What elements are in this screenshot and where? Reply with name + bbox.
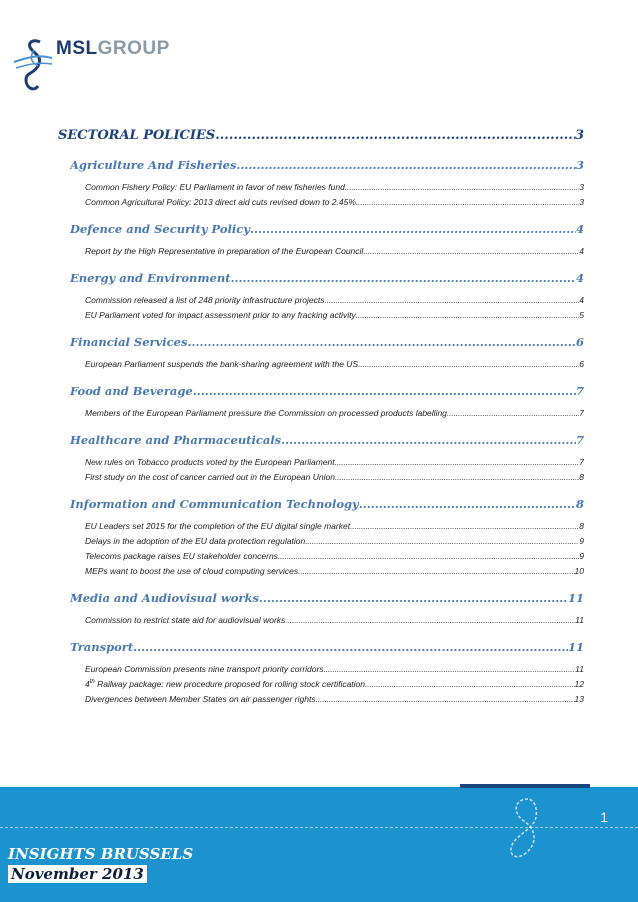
toc-entry-label: Railway package: new procedure proposed for rolling stock certification xyxy=(97,679,366,689)
msl-group-logo xyxy=(12,36,192,96)
toc-section-heading[interactable] xyxy=(70,158,584,176)
toc-entry-page: 9 xyxy=(579,551,584,561)
toc-section-title: Energy and Environment xyxy=(70,271,231,285)
footer-date: November 2013 xyxy=(8,865,147,883)
page-number: 1 xyxy=(600,809,608,825)
toc-section-page: 8 xyxy=(575,497,584,511)
toc-entry-label: EU Parliament voted for impact assessment prior to any fracking activity xyxy=(85,310,356,320)
toc-entry-text xyxy=(85,295,325,305)
toc-leader-dots xyxy=(325,296,580,305)
toc-entry-text xyxy=(85,457,335,467)
toc-entry[interactable] xyxy=(85,679,584,694)
toc-leader-dots xyxy=(447,409,579,418)
toc-section-title: Information and Communication Technology xyxy=(70,497,359,511)
toc-entry-page: 9 xyxy=(579,536,584,546)
toc-entry-page: 6 xyxy=(579,359,584,369)
toc-entry-text xyxy=(85,182,345,192)
toc-section-title: Defence and Security Policy xyxy=(70,222,250,236)
toc-leader-dots xyxy=(335,458,580,467)
toc-entry-text xyxy=(85,472,335,482)
toc-entry[interactable] xyxy=(85,359,584,374)
toc-leader-dots xyxy=(236,158,576,172)
msl-logo-mark-icon xyxy=(12,36,56,98)
toc-section-page: 7 xyxy=(575,384,584,398)
toc-section-heading[interactable] xyxy=(70,271,584,289)
toc-leader-dots xyxy=(356,311,580,320)
toc-entry-text xyxy=(85,694,316,704)
toc-leader-dots xyxy=(350,522,579,531)
toc-section-title: Media and Audiovisual works xyxy=(70,591,259,605)
toc-main-title: SECTORAL POLICIES xyxy=(58,128,216,143)
toc-entry-label: EU Leaders set 2015 for the completion of the EU digital single market xyxy=(85,521,351,531)
toc-section-heading[interactable] xyxy=(70,497,584,515)
toc-leader-dots xyxy=(133,640,568,654)
logo-text-group: GROUP xyxy=(97,38,170,59)
toc-leader-dots xyxy=(187,335,576,349)
toc-entry-label: MEPs want to boost the use of cloud computing services xyxy=(85,566,299,576)
toc-section-page: 4 xyxy=(575,222,584,236)
toc-entry-page: 8 xyxy=(579,472,584,482)
toc-entry-page: 4 xyxy=(579,246,584,256)
toc-entry[interactable] xyxy=(85,197,584,212)
toc-leader-dots xyxy=(335,473,579,482)
toc-entry-sup: th xyxy=(89,679,95,686)
toc-entry[interactable] xyxy=(85,246,584,261)
toc-entry-page: 13 xyxy=(574,694,584,704)
toc-leader-dots xyxy=(193,384,576,398)
toc-section-page: 11 xyxy=(567,591,584,605)
toc-entry-page: 3 xyxy=(579,182,584,192)
toc-entry-label: Commission released a list of 248 priority infrastructure projects xyxy=(85,295,325,305)
toc-entry-label: Divergences between Member States on air passenger rights xyxy=(85,694,316,704)
toc-entry-text xyxy=(85,197,356,207)
toc-section-page: 11 xyxy=(567,640,584,654)
toc-entry-text xyxy=(85,408,447,418)
toc-entry-text xyxy=(85,679,365,689)
toc-entry-page: 8 xyxy=(579,521,584,531)
figure-eight-icon xyxy=(500,795,550,869)
toc-entry-label: Commission to restrict state aid for audiovisual works xyxy=(85,615,286,625)
toc-section-page: 3 xyxy=(575,158,584,172)
toc-entry[interactable] xyxy=(85,566,584,581)
toc-entry[interactable] xyxy=(85,551,584,566)
toc-entry-text xyxy=(85,359,358,369)
toc-section-heading[interactable] xyxy=(70,335,584,353)
toc-main-page: 3 xyxy=(574,128,584,143)
toc-entry[interactable] xyxy=(85,310,584,325)
page-footer xyxy=(0,787,638,902)
toc-entry-page: 4 xyxy=(579,295,584,305)
toc-entry-prefix: 4 xyxy=(85,679,90,689)
toc-entry-text xyxy=(85,536,305,546)
logo-text-msl: MSL xyxy=(56,38,98,59)
toc-entry-page: 11 xyxy=(575,664,584,674)
toc-entry-page: 3 xyxy=(579,197,584,207)
toc-entry[interactable] xyxy=(85,615,584,630)
toc-entry-page: 5 xyxy=(579,310,584,320)
toc-entry-page: 12 xyxy=(574,679,584,689)
toc-main-heading[interactable] xyxy=(58,128,584,148)
toc-section-heading[interactable] xyxy=(70,433,584,451)
toc-leader-dots xyxy=(231,271,576,285)
toc-entry-text xyxy=(85,521,350,531)
toc-section-page: 7 xyxy=(575,433,584,447)
toc-leader-dots xyxy=(345,183,579,192)
logo-wordmark xyxy=(56,38,170,60)
toc-leader-dots xyxy=(363,247,579,256)
toc-entry[interactable] xyxy=(85,182,584,197)
toc-entry-page: 11 xyxy=(575,615,584,625)
toc-entry[interactable] xyxy=(85,521,584,536)
toc-leader-dots xyxy=(305,537,579,546)
toc-leader-dots xyxy=(358,360,579,369)
table-of-contents xyxy=(58,128,584,709)
toc-entry-page: 10 xyxy=(574,566,584,576)
toc-leader-dots xyxy=(356,198,579,207)
toc-section-heading[interactable] xyxy=(70,640,584,658)
toc-entry-label: Telecoms package raises EU stakeholder concerns xyxy=(85,551,278,561)
toc-leader-dots xyxy=(259,591,568,605)
toc-entry[interactable] xyxy=(85,295,584,310)
toc-leader-dots xyxy=(278,552,579,561)
toc-entry-label: European Commission presents nine transport priority corridors xyxy=(85,664,324,674)
toc-entry-label: New rules on Tobacco products voted by the European Parliament xyxy=(85,457,335,467)
toc-entry-label: Common Fishery Policy: EU Parliament in favor of new fisheries fund xyxy=(85,182,345,192)
toc-entry-label: Common Agricultural Policy: 2013 direct aid cuts revised down to 2.45% xyxy=(85,197,356,207)
toc-entry-page: 7 xyxy=(579,408,584,418)
toc-entry[interactable] xyxy=(85,457,584,472)
toc-section-page: 6 xyxy=(575,335,584,349)
toc-entry-text xyxy=(85,310,356,320)
toc-entry-label: Report by the High Representative in preparation of the European Council xyxy=(85,246,364,256)
toc-section-heading[interactable] xyxy=(70,222,584,240)
toc-entry-page: 7 xyxy=(579,457,584,467)
toc-entry-text xyxy=(85,664,324,674)
toc-entry[interactable] xyxy=(85,408,584,423)
toc-entry-label: Delays in the adoption of the EU data protection regulation xyxy=(85,536,306,546)
toc-section-title: Transport xyxy=(70,640,134,654)
toc-leader-dots xyxy=(298,567,574,576)
toc-section-heading[interactable] xyxy=(70,384,584,402)
toc-section-title: Food and Beverage xyxy=(70,384,193,398)
toc-section-heading[interactable] xyxy=(70,591,584,609)
toc-leader-dots xyxy=(359,497,576,511)
toc-section-title: Healthcare and Pharmaceuticals xyxy=(70,433,282,447)
toc-entry-label: First study on the cost of cancer carried out in the European Union xyxy=(85,472,335,482)
toc-leader-dots xyxy=(285,616,575,625)
toc-leader-dots xyxy=(215,128,575,143)
toc-entry-text xyxy=(85,566,298,576)
toc-entry-text xyxy=(85,246,363,256)
toc-entry[interactable] xyxy=(85,694,584,709)
toc-leader-dots xyxy=(281,433,576,447)
toc-leader-dots xyxy=(316,695,575,704)
toc-leader-dots xyxy=(365,680,575,689)
toc-entry[interactable] xyxy=(85,472,584,487)
toc-section-title: Agriculture And Fisheries xyxy=(70,158,237,172)
footer-accent-bar xyxy=(460,784,590,788)
toc-entry-text xyxy=(85,615,285,625)
toc-leader-dots xyxy=(324,665,576,674)
toc-entry-label: Members of the European Parliament pressure the Commission on processed products labelling xyxy=(85,408,447,418)
toc-entry-text xyxy=(85,551,278,561)
toc-entry[interactable] xyxy=(85,664,584,679)
toc-entry[interactable] xyxy=(85,536,584,551)
toc-section-page: 4 xyxy=(575,271,584,285)
toc-section-title: Financial Services xyxy=(70,335,188,349)
toc-leader-dots xyxy=(250,222,576,236)
footer-title: INSIGHTS BRUSSELS xyxy=(8,845,194,863)
toc-entry-label: European Parliament suspends the bank-sharing agreement with the US xyxy=(85,359,359,369)
